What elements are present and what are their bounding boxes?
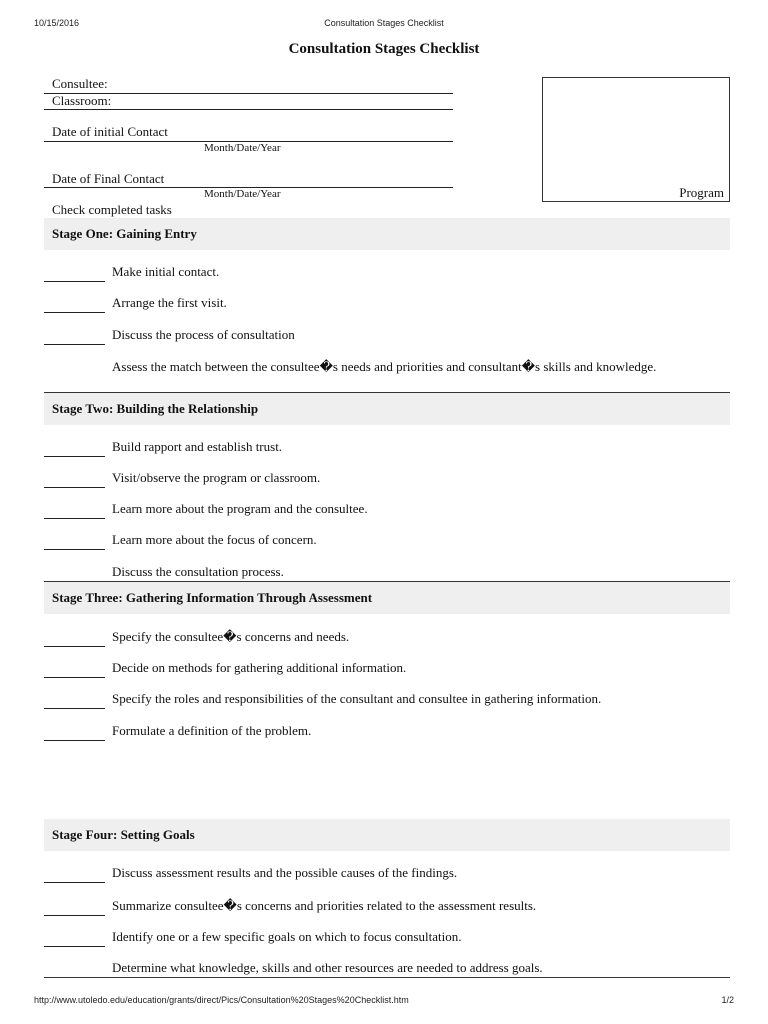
stage-divider — [44, 977, 730, 978]
checkbox-line[interactable] — [44, 518, 105, 519]
stage-two-header — [44, 393, 730, 425]
task-item: Formulate a definition of the problem. — [112, 723, 312, 738]
page-title: Consultation Stages Checklist — [288, 41, 480, 57]
checkbox-line[interactable] — [44, 946, 105, 947]
task-item: Make initial contact. — [112, 264, 220, 279]
checkbox-line[interactable] — [44, 456, 105, 457]
task-item: Discuss assessment results and the possible causes of the findings. — [112, 865, 458, 880]
checkbox-line[interactable] — [44, 677, 105, 678]
final-contact-label: Date of Final Contact — [52, 171, 165, 186]
checkbox-line[interactable] — [44, 487, 105, 488]
task-item: Discuss the process of consultation — [112, 327, 295, 342]
task-item: Build rapport and establish trust. — [112, 439, 283, 454]
checkbox-line[interactable] — [44, 549, 105, 550]
stage-one-title: Stage One: Gaining Entry — [52, 226, 197, 241]
task-item: Assess the match between the consultee�s needs and priorities and consultant�s skills and knowledge. — [112, 359, 657, 374]
page-number: 1/2 — [721, 995, 734, 1005]
task-item: Specify the roles and responsibilities of the consultant and consultee in gathering information. — [112, 691, 602, 706]
stage-one-header — [44, 218, 730, 250]
task-item: Arrange the first visit. — [112, 295, 227, 310]
task-item: Visit/observe the program or classroom. — [112, 470, 321, 485]
footer-url[interactable]: http://www.utoledo.edu/education/grants/direct/Pics/Consultation%20Stages%20Checklist.htm — [34, 995, 409, 1005]
task-item: Identify one or a few specific goals on which to focus consultation. — [112, 929, 462, 944]
stage-two-title: Stage Two: Building the Relationship — [52, 401, 259, 416]
stage-four-title: Stage Four: Setting Goals — [52, 827, 195, 842]
task-item: Discuss the consultation process. — [112, 564, 284, 579]
task-item: Specify the consultee�s concerns and needs. — [112, 629, 350, 644]
initial-contact-hint: Month/Date/Year — [204, 142, 281, 154]
checkbox-line[interactable] — [44, 740, 105, 741]
classroom-label: Classroom: — [52, 93, 112, 108]
task-item: Learn more about the program and the consultee. — [112, 501, 368, 516]
initial-contact-label: Date of initial Contact — [52, 124, 168, 139]
check-tasks-label: Check completed tasks — [52, 202, 172, 217]
consultee-label: Consultee: — [52, 76, 108, 91]
print-doc-title: Consultation Stages Checklist — [324, 18, 444, 28]
stage-three-header — [44, 582, 730, 614]
classroom-line — [44, 109, 453, 110]
checkbox-line[interactable] — [44, 708, 105, 709]
stage-four-header — [44, 819, 730, 851]
checkbox-line[interactable] — [44, 344, 105, 345]
print-date: 10/15/2016 — [34, 18, 80, 28]
task-item: Learn more about the focus of concern. — [112, 532, 317, 547]
checkbox-line[interactable] — [44, 281, 105, 282]
program-box — [542, 77, 730, 202]
checkbox-line[interactable] — [44, 312, 105, 313]
checkbox-line[interactable] — [44, 882, 105, 883]
task-item: Determine what knowledge, skills and other resources are needed to address goals. — [112, 960, 543, 975]
stage-three-title: Stage Three: Gathering Information Through Assessment — [52, 590, 373, 605]
checkbox-line[interactable] — [44, 915, 105, 916]
final-contact-hint: Month/Date/Year — [204, 188, 281, 200]
program-label: Program — [679, 185, 724, 200]
task-item: Summarize consultee�s concerns and priorities related to the assessment results. — [112, 898, 537, 913]
checkbox-line[interactable] — [44, 646, 105, 647]
task-item: Decide on methods for gathering additional information. — [112, 660, 407, 675]
